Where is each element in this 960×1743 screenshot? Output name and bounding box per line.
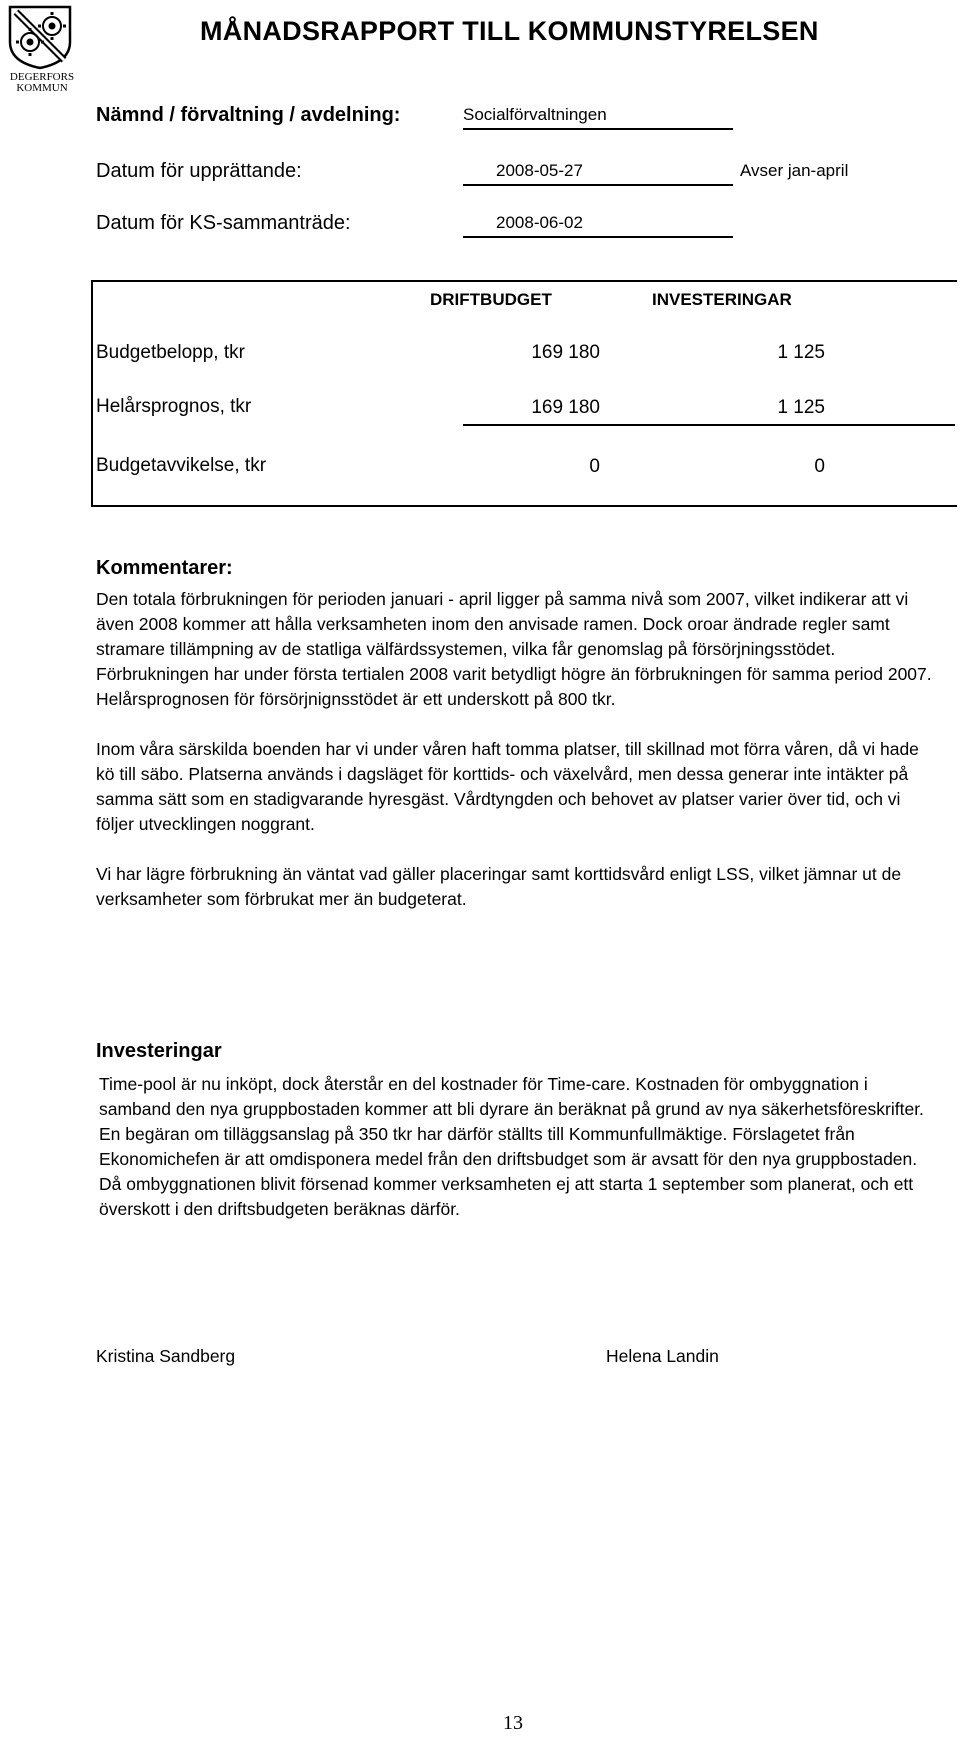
row-budget-investments: 1 125 <box>777 342 825 363</box>
comments-body <box>96 587 941 912</box>
logo-text-line2: KOMMUN <box>16 82 68 94</box>
period-note: Avser jan-april <box>740 161 849 180</box>
investments-heading: Investeringar <box>96 1040 222 1062</box>
unit-value: Socialförvaltningen <box>463 105 733 130</box>
logo-caption <box>0 72 84 94</box>
comments-paragraph: Vi har lägre förbrukning än väntat vad gäller placeringar samt korttidsvård enligt LSS, vilket jämnar ut de verksamheter som förbrukat mer än budgeterat. <box>96 864 902 909</box>
date-created-label: Datum för upprättande: <box>96 160 302 182</box>
unit-label: Nämnd / förvaltning / avdelning: <box>96 104 401 126</box>
row-forecast-label: Helårsprognos, tkr <box>96 396 252 417</box>
ks-meeting-text: 2008-06-02 <box>496 213 583 232</box>
col-header-operations: DRIFTBUDGET <box>430 290 552 309</box>
date-created-text: 2008-05-27 <box>496 161 583 180</box>
row-budget-label: Budgetbelopp, tkr <box>96 342 245 363</box>
comments-heading: Kommentarer: <box>96 557 233 579</box>
ks-meeting-value <box>463 213 733 238</box>
municipality-logo <box>6 4 74 70</box>
comments-paragraph: Den totala förbrukningen för perioden januari - april ligger på samma nivå som 2007, vilket indikerar att vi även 2008 kommer att hålla verksamheten inom den anvisade ramen. Dock oroar ändrade regler samt stramare tillämpning av de statliga välfärdssystemen, vilka får genomslag på försörjningsstödet. Förbrukningen har under första tertialen 2008 varit betydligt högre än förbrukningen för samma period 2007. Helårsprognosen för försörjnignsstödet är ett underskott på 800 tkr. <box>96 589 932 709</box>
row-forecast-investments: 1 125 <box>777 397 825 418</box>
report-title: MÅNADSRAPPORT TILL KOMMUNSTYRELSEN <box>200 16 819 46</box>
row-forecast-operations: 169 180 <box>531 397 600 418</box>
col-header-investments: INVESTERINGAR <box>652 290 792 309</box>
signature-left: Kristina Sandberg <box>96 1346 236 1366</box>
comments-paragraph: Inom våra särskilda boenden har vi under våren haft tomma platser, till skillnad mot förra våren, då vi hade kö till säbo. Platserna används i dagsläget för korttids- och växelvård, men dessa generar inte intäkter på samma sätt som en stadigvarande hyresgäst. Vårdtyngden och behovet av platser varier över tid, och vi följer utvecklingen noggrant. <box>96 739 919 834</box>
investments-body: Time-pool är nu inköpt, dock återstår en del kostnader för Time-care. Kostnaden för ombyggnation i samband den nya gruppbostaden kommer att bli dyrare än beräknat på grund av nya säkerhetsföreskrifter. En begäran om tilläggsanslag på 350 tkr har därför ställts till Kommunfullmäktige. Förslagetet från Ekonomichefen är att omdisponera medel från den driftsbudget som är avsatt för den nya gruppbostaden. Då ombyggnationen blivit försenad kommer verksamheten ej att starta 1 september som planerat, och ett överskott i den driftsbudgeten beräknas därför. <box>99 1074 924 1219</box>
row-budget-operations: 169 180 <box>531 342 600 363</box>
ks-meeting-label: Datum för KS-sammanträde: <box>96 212 351 234</box>
page-number: 13 <box>503 1712 523 1734</box>
logo-text-line1: DEGERFORS <box>9 71 75 83</box>
row-deviation-operations: 0 <box>589 456 600 477</box>
row-deviation-investments: 0 <box>814 456 825 477</box>
row-deviation-label: Budgetavvikelse, tkr <box>96 455 267 476</box>
signature-right: Helena Landin <box>606 1346 719 1366</box>
forecast-underline <box>463 424 955 426</box>
date-created-value <box>463 161 733 186</box>
